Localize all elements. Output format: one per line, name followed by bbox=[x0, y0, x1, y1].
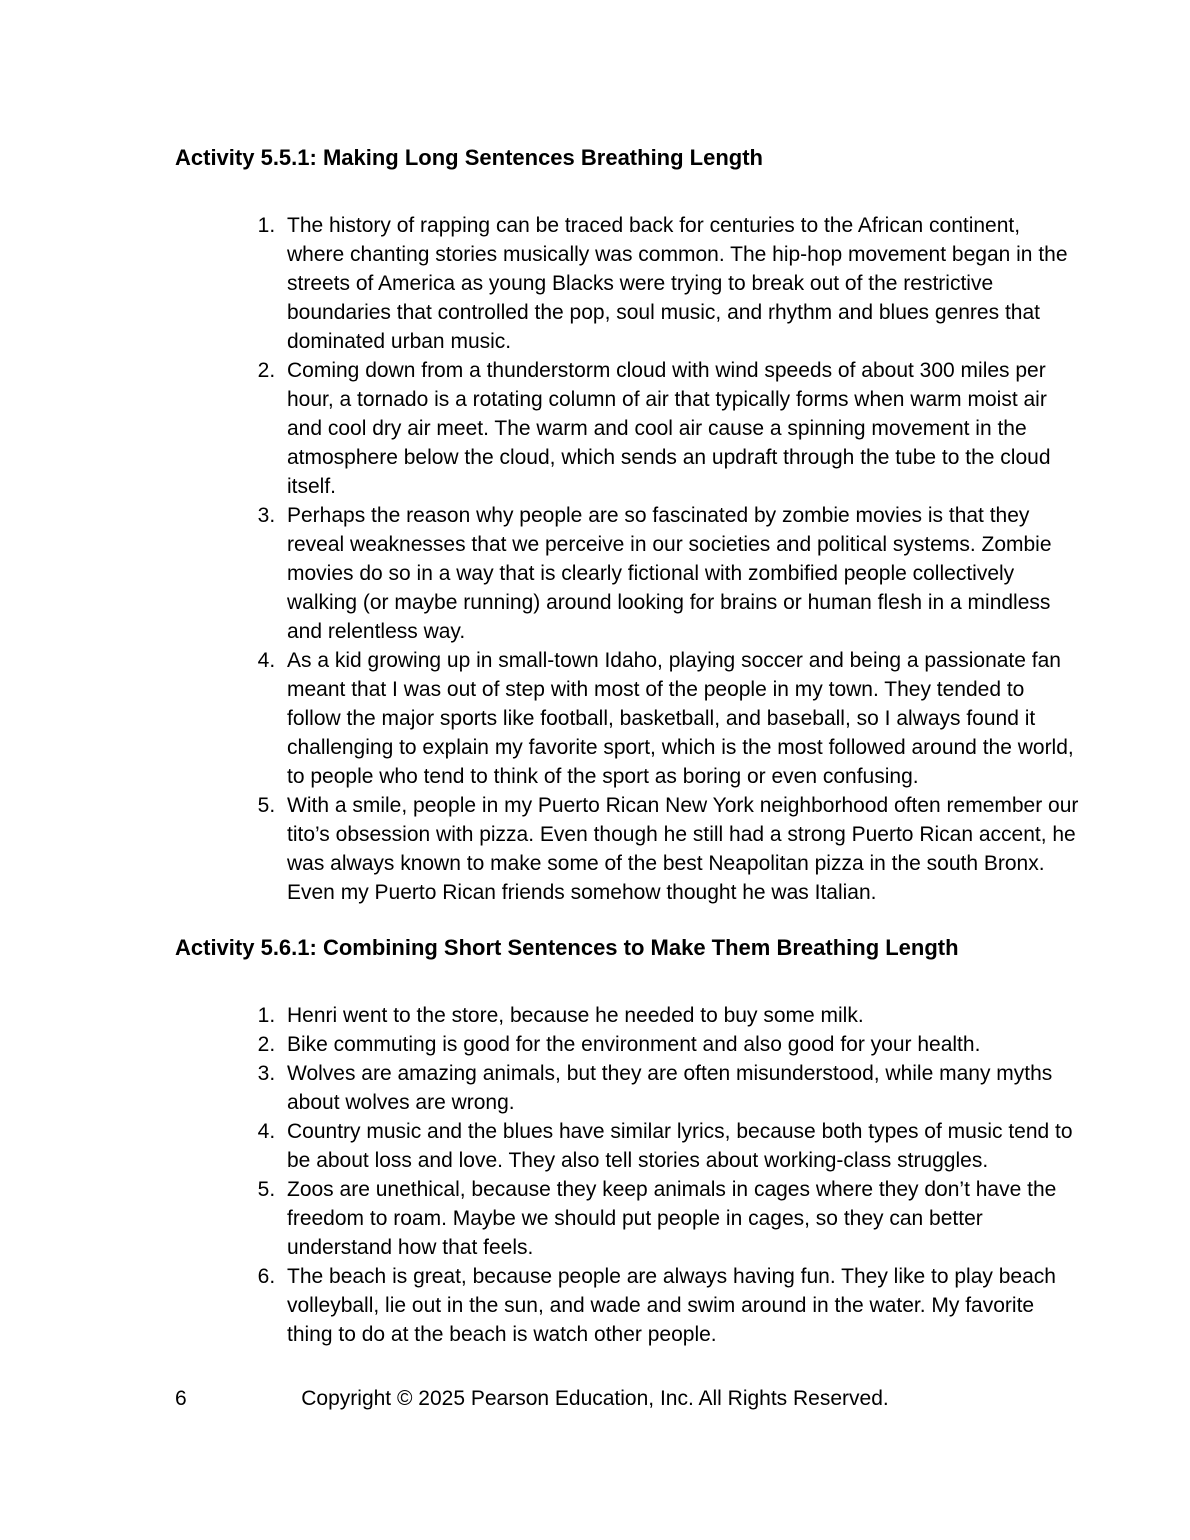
list-item: 1. The history of rapping can be traced back for centuries to the African continent, where chanting stories musically was common. The hip-hop movement began in the streets of America as young Blacks were trying to break out of the restrictive boundaries that controlled the pop, soul music, and rhythm and blues genres that dominated urban music. bbox=[281, 211, 1082, 356]
activity-5-5-1-heading: Activity 5.5.1: Making Long Sentences Breathing Length bbox=[175, 145, 763, 170]
activity-5-5-1-section bbox=[175, 143, 1082, 907]
copyright-text: Copyright © 2025 Pearson Education, Inc. All Rights Reserved. bbox=[301, 1387, 889, 1410]
list-item: 5. Zoos are unethical, because they keep animals in cages where they don’t have the freedom to roam. Maybe we should put people in cages, so they can better understand how that feels. bbox=[281, 1175, 1082, 1262]
list-item: 2. Coming down from a thunderstorm cloud with wind speeds of about 300 miles per hour, a tornado is a rotating column of air that typically forms when warm moist air and cool dry air meet. The warm and cool air cause a spinning movement in the atmosphere below the cloud, which sends an updraft through the tube to the cloud itself. bbox=[281, 356, 1082, 501]
activity-5-6-1-heading: Activity 5.6.1: Combining Short Sentences to Make Them Breathing Length bbox=[175, 935, 959, 960]
list-item: 5. With a smile, people in my Puerto Rican New York neighborhood often remember our tito’s obsession with pizza. Even though he still had a strong Puerto Rican accent, he was always known to make some of the best Neapolitan pizza in the south Bronx. Even my Puerto Rican friends somehow thought he was Italian. bbox=[281, 791, 1082, 907]
page-footer bbox=[0, 1384, 1190, 1413]
activity-5-6-1-list bbox=[175, 1001, 1082, 1349]
list-item: 3. Wolves are amazing animals, but they are often misunderstood, while many myths about wolves are wrong. bbox=[281, 1059, 1082, 1117]
list-item: 1. Henri went to the store, because he needed to buy some milk. bbox=[281, 1001, 1082, 1030]
list-item: 4. As a kid growing up in small-town Idaho, playing soccer and being a passionate fan meant that I was out of step with most of the people in my town. They tended to follow the major sports like football, basketball, and baseball, so I always found it challenging to explain my favorite sport, which is the most followed around the world, to people who tend to think of the sport as boring or even confusing. bbox=[281, 646, 1082, 791]
list-item: 3. Perhaps the reason why people are so fascinated by zombie movies is that they reveal weaknesses that we perceive in our societies and political systems. Zombie movies do so in a way that is clearly fictional with zombified people collectively walking (or maybe running) around looking for brains or human flesh in a mindless and relentless way. bbox=[281, 501, 1082, 646]
activity-5-5-1-list bbox=[175, 211, 1082, 907]
page-number: 6 bbox=[175, 1387, 187, 1410]
activity-5-6-1-section bbox=[175, 933, 1082, 1349]
list-item: 2. Bike commuting is good for the environment and also good for your health. bbox=[281, 1030, 1082, 1059]
list-item: 4. Country music and the blues have similar lyrics, because both types of music tend to be about loss and love. They also tell stories about working-class struggles. bbox=[281, 1117, 1082, 1175]
list-item: 6. The beach is great, because people are always having fun. They like to play beach volleyball, lie out in the sun, and wade and swim around in the water. My favorite thing to do at the beach is watch other people. bbox=[281, 1262, 1082, 1349]
